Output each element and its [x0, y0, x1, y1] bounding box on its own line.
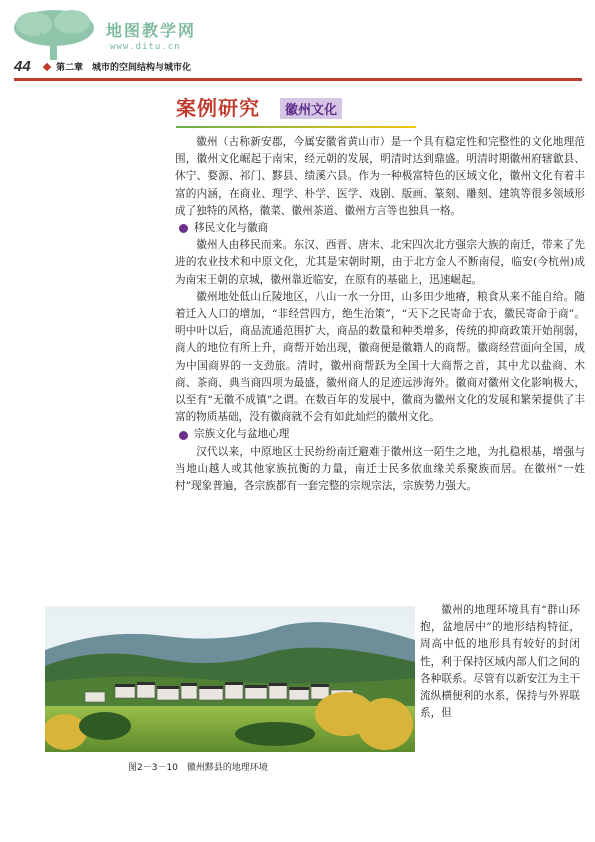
- case-study-title: 案例研究: [176, 96, 260, 120]
- banner-underline: [176, 126, 416, 128]
- chapter-title: 第二章 城市的空间结构与城市化: [56, 63, 192, 73]
- header-rule: [14, 78, 582, 81]
- watermark: [10, 6, 210, 62]
- intro-paragraph: 徽州（古称新安郡，今属安徽省黄山市）是一个具有稳定性和完整性的文化地理范围，徽州文化崛起于南宋，经元朝的发展，明清时达到鼎盛。明清时期徽州府辖歙县、休宁、婺源、祁门、黟县、绩溪六县。作为一种极富特色的区域文化，徽州文化有着丰富的内涵，在商业、理学、朴学、医学、戏剧、版画、篆刻、雕刻、建筑等很多领域形成了独特的风格，徽菜、徽州茶道、徽州方言等也独具一格。: [175, 136, 585, 217]
- section-heading-migration: [175, 220, 585, 237]
- section-heading-clan: [175, 426, 585, 443]
- page-number: 44: [14, 58, 31, 75]
- tree-logo-icon: [10, 6, 100, 62]
- village-landscape-photo: [45, 606, 415, 752]
- section-heading-text: 宗族文化与盆地心理: [194, 428, 290, 441]
- case-study-subtitle: 徽州文化: [280, 98, 342, 119]
- bullet-icon: [179, 224, 188, 233]
- article-body: [175, 134, 585, 495]
- page-header: [14, 60, 584, 76]
- bullet-icon: [179, 431, 188, 440]
- section-heading-text: 移民文化与徽商: [194, 222, 269, 235]
- diamond-icon: [43, 63, 51, 71]
- migration-paragraph-1: 徽州人由移民而来。东汉、西晋、唐末、北宋四次北方强宗大族的南迁，带来了先进的农业技术和中原文化，尤其是宋朝时期，由于北方金人不断南侵，临安(今杭州)成为南宋王朝的京城，徽州靠近临安，在原有的基础上，迅速崛起。: [175, 239, 585, 286]
- figure-caption: 图2－3－10 徽州黟县的地理环境: [128, 763, 268, 773]
- side-column: [420, 602, 580, 722]
- clan-paragraph-1: 汉代以来，中原地区士民纷纷南迁避难于徽州这一陌生之地，为扎稳根基，增强与当地山越人或其他家族抗衡的力量，南迁士民多依血缘关系聚族而居。在徽州“一姓村”现象普遍，各宗族都有一套完整的宗规宗法，宗族势力强大。: [175, 445, 585, 493]
- case-study-banner: [176, 92, 416, 126]
- migration-paragraph-2: 徽州地处低山丘陵地区，八山一水一分田，山多田少地瘠，粮食从来不能自给。随着迁入人口的增加，“非经营四方，绝生治策”，“天下之民寄命于农，徽民寄命于商”。明中叶以后，商品流通范围扩大，商品的数量和种类增多，传统的抑商政策开始削弱，商人的地位有所上升，商帮开始出现，徽商便是徽籍人的商帮。徽商经营面向全国，成为中国商界的一支劲旅。清时，徽州商帮跃为全国十大商帮之首，其中尤以盐商、木商、茶商、典当商四项为最盛，徽州商人的足迹远涉海外。徽商对徽州文化影响极大，以至有“无徽不成镇”之谓。在数百年的发展中，徽商为徽州文化的发展和繁荣提供了丰富的物质基础，没有徽商就不会有如此灿烂的徽州文化。: [175, 290, 585, 424]
- watermark-url: www.ditu.cn: [110, 42, 181, 52]
- side-paragraph: 徽州的地理环境具有“群山环抱，盆地居中”的地形结构特征，周高中低的地形具有较好的封闭性，利于保持区域内部人们之间的各种联系。尽管有以新安江为主干流纵横便利的水系，保持与外界联系，但: [420, 604, 580, 720]
- watermark-name: 地图教学网: [106, 21, 197, 40]
